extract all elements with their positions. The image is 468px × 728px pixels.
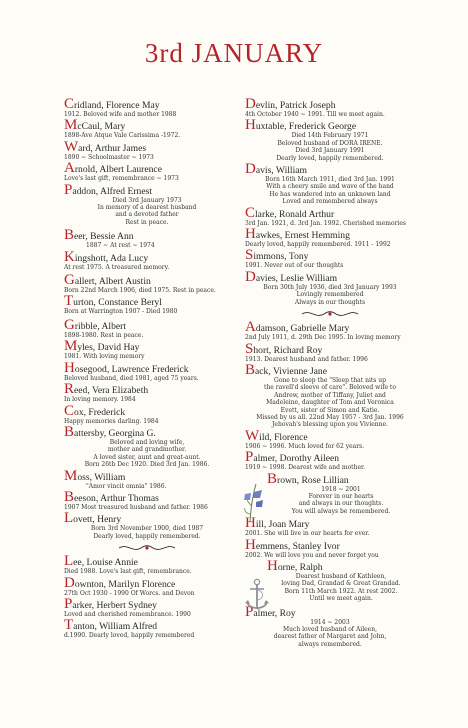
entry-name: Hemmens, Stanley Ivor (245, 536, 340, 553)
entry-inscription: 1887 ~ At rest ~ 1974 (86, 242, 155, 250)
entry-name: Turton, Constance Beryl (64, 293, 162, 310)
entry-name: Adamson, Gabrielle Mary (245, 319, 350, 336)
entry-name: Back, Vivienne Jane (245, 361, 327, 378)
memorial-entry (245, 204, 415, 227)
memorial-entry (245, 515, 415, 538)
bellflower-illustration (242, 478, 268, 522)
memorial-entry (64, 227, 230, 250)
entry-inscription: Gone to sleep the "Sleep that nits up (274, 376, 386, 384)
memorial-entry (245, 361, 415, 429)
entry-inscription: "Amor vincit omnia" 1986. (86, 482, 167, 490)
memorial-entry (64, 272, 230, 295)
entry-name: Davis, William (245, 161, 307, 178)
entry-inscription: 1912. Beloved wife and mother 1988 (64, 111, 177, 118)
memorial-entry (64, 138, 230, 161)
memorial-entry (64, 402, 230, 425)
page-title: 3rd JANUARY (144, 38, 324, 68)
entry-inscription: In loving memory. 1984 (64, 396, 136, 404)
entry-inscription: Missed by us all. 22nd May 1957 - 3rd Jan. 1996 (256, 413, 404, 421)
entry-inscription: the ravell'd sleeve of care". Beloved wife to (264, 384, 396, 392)
entry-name: Tanton, William Alfred (64, 617, 158, 634)
entry-inscription: Rest in peace. (125, 218, 169, 226)
entry-inscription: Born 22nd March 1906, died 1975. Rest in peace. (64, 287, 216, 295)
entry-name: Paddon, Alfred Ernest (64, 181, 153, 198)
entry-inscription: 1919 ~ 1998. Dearest wife and mother. (245, 464, 366, 472)
entry-inscription: Andrew, mother of Tiffany, Juliet and (274, 391, 386, 399)
memorial-entry (64, 96, 230, 118)
memorial-entry (64, 293, 230, 316)
memorial-entry (64, 248, 230, 271)
entry-name: McCaul, Mary (64, 117, 126, 134)
memorial-entry (245, 427, 415, 450)
entry-name: Cox, Frederick (64, 402, 126, 419)
entry-name: Myles, David Hay (64, 338, 140, 355)
memorial-entry (64, 467, 230, 490)
entry-name: Palmer, Dorothy Aileen (245, 449, 340, 466)
entry-inscription: Love's last gift, remembrance ~ 1973 (64, 175, 179, 183)
memorial-entry (64, 574, 230, 597)
entry-inscription: He has wandered into an unknown land (269, 190, 391, 198)
memorial-entry (64, 553, 230, 576)
entry-name: Lee, Louise Annie (64, 553, 138, 570)
memorial-entry (64, 338, 230, 361)
memorial-entry (64, 117, 230, 140)
entry-inscription: Jehovah's blessing upon you Vivienne. (272, 421, 388, 429)
memorial-entry (64, 510, 230, 540)
entry-inscription: always remembered. (298, 640, 362, 648)
entry-inscription: 1890 ~ Schoolmaster ~ 1973 (64, 153, 154, 161)
entry-inscription: and always in our thoughts. (298, 500, 384, 508)
memorial-entry (64, 181, 230, 227)
entry-name: Hosegood, Lawrence Frederick (64, 359, 189, 376)
entry-name: Huxtable, Frederick George (245, 117, 357, 134)
entry-inscription: dearest father of Margaret and John, (273, 633, 387, 641)
entry-inscription: Died 3rd January 1973 (112, 196, 182, 204)
entry-inscription: 4th October 1940 ~ 1991. Till we meet again. (245, 111, 385, 118)
entry-name: Beer, Bessie Ann (64, 227, 134, 244)
entry-inscription: 1906 ~ 1996. Much loved for 62 years. (245, 442, 365, 450)
memorial-entry (245, 247, 415, 270)
entry-inscription: Always in our thoughts (294, 298, 366, 306)
memorial-entry (245, 449, 415, 472)
entry-inscription: 1907 Most treasured husband and father. 1986 (64, 503, 208, 511)
entry-inscription: Beloved and loving wife, (109, 438, 185, 446)
memorial-entry (64, 160, 230, 183)
entry-inscription: Madeleine, daughter of Tom and Veronica (266, 399, 394, 407)
memorial-entry (245, 536, 415, 559)
entry-inscription: Born 26th Dec 1920. Died 3rd Jan. 1986. (84, 461, 210, 469)
left-column (64, 96, 230, 640)
memorial-entry (245, 96, 415, 118)
entry-name: Kingshott, Ada Lucy (64, 248, 149, 265)
entry-inscription: 1991. Never out of our thoughts (245, 262, 344, 270)
entry-inscription: Loved and cherished remembrance. 1990 (64, 610, 191, 618)
entry-inscription: 1918 ~ 2001 (321, 485, 361, 493)
entry-inscription: Beloved husband, died 1981, aged 75 years. (64, 374, 199, 382)
entry-name: Clarke, Ronald Arthur (245, 204, 335, 221)
entry-name: Wild, Florence (245, 427, 308, 444)
entry-inscription: 27th Oct 1930 - 1990 Of Worcs. and Devon (64, 589, 195, 597)
entry-inscription: Born 30th July 1936, died 3rd January 1993 (263, 283, 397, 291)
memorial-entry (64, 381, 230, 404)
entry-inscription: Lovingly remembered (296, 291, 364, 299)
entry-inscription: Dearly loved, happily remembered. (93, 532, 201, 540)
entry-name: Short, Richard Roy (245, 340, 323, 357)
entry-name: Lovett, Henry (64, 510, 122, 527)
entry-name: Moss, William (64, 467, 126, 484)
entry-inscription: 2nd July 1911, d. 29th Dec 1995. In loving memory (245, 334, 401, 342)
entry-inscription: 1913. Dearest husband and father. 1996 (245, 355, 368, 363)
entry-name: Cridland, Florence May (64, 96, 160, 112)
entry-inscription: Died 3rd January 1991 (295, 147, 365, 155)
entry-inscription: d.1990. Dearly loved, happily remembered (64, 632, 195, 640)
entry-inscription: Died 1988. Love's last gift, remembrance. (64, 568, 192, 576)
entry-name: Horne, Ralph (267, 558, 323, 574)
memorial-entry (64, 617, 230, 640)
entry-inscription: Beloved husband of DORA IRENE. (277, 139, 383, 147)
entry-name: Hawkes, Ernest Hemming (245, 226, 350, 243)
entry-inscription: Died 14th February 1971 (291, 132, 369, 140)
entry-inscription: In memory of a dearest husband (97, 204, 197, 212)
memorial-entry (64, 359, 230, 382)
entry-inscription: mother and grandmother. (107, 446, 187, 454)
anchor-illustration (244, 578, 270, 614)
entry-inscription: At rest 1975. A treasured memory. (64, 263, 170, 271)
entry-inscription: and a devoted father (115, 211, 179, 219)
entry-inscription: Forever in our hearts (308, 492, 374, 500)
entry-name: Brown, Rose Lillian (267, 470, 349, 487)
right-column (245, 96, 415, 648)
scroll-ornament (64, 543, 230, 553)
memorial-entry (245, 319, 415, 342)
entry-inscription: 1898-Ave Atque Vale Carissima -1972. (64, 132, 181, 140)
entry-name: Battersby, Georgina G. (64, 423, 156, 440)
memorial-entry (64, 423, 230, 469)
memorial-entry (245, 558, 415, 603)
entry-name: Devlin, Patrick Joseph (245, 96, 336, 112)
entry-inscription: 3rd Jan. 1921, d. 3rd Jan. 1992. Cherished memories (245, 219, 407, 227)
memorial-entry (64, 316, 230, 339)
entry-name: Davies, Leslie William (245, 268, 338, 285)
entry-inscription: Dearly loved, happily remembered. (276, 154, 384, 162)
entry-inscription: You will always be remembered. (291, 507, 391, 515)
entry-inscription: Loved and remembered always (282, 198, 378, 206)
entry-name: Simmons, Tony (245, 247, 309, 264)
memorial-entry (245, 226, 415, 249)
entry-name: Palmer, Roy (245, 603, 296, 620)
entry-name: Downton, Marilyn Florence (64, 574, 176, 591)
entry-inscription: Dearly loved, happily remembered. 1911 - 1992 (245, 241, 391, 249)
entry-inscription: Evett, sister of Simon and Katie. (280, 406, 380, 414)
scroll-ornament (245, 309, 415, 319)
memorial-entry (64, 595, 230, 618)
entry-inscription: With a cheery smile and wave of the hand (266, 183, 394, 191)
entry-inscription: Dearest husband of Kathleen, (295, 573, 387, 580)
entry-name: Gallert, Albert Austin (64, 272, 151, 289)
memorial-entry (245, 117, 415, 162)
memorial-entry (245, 268, 415, 306)
entry-inscription: Much loved husband of Aileen, (283, 626, 377, 634)
entry-name: Gribble, Albert (64, 316, 126, 333)
entry-inscription: 2001. She will live in our hearts for ever. (245, 530, 370, 538)
entry-name: Arnold, Albert Laurence (64, 160, 162, 177)
entry-inscription: 1898-1980. Rest in peace. (64, 331, 144, 339)
entry-inscription: Born 3rd November 1900, died 1987 (90, 525, 204, 533)
entry-inscription: Born at Warrington 1907 - Died 1980 (64, 308, 178, 316)
entry-inscription: loving Dad, Grandad & Great Grandad. (281, 580, 401, 588)
entry-inscription: Born 11th March 1922. At rest 2002. (284, 587, 398, 595)
entry-inscription: Happy memories darling. 1984 (64, 417, 159, 425)
entry-inscription: Born 16th March 1911, died 3rd Jan. 1991 (265, 176, 395, 184)
entry-inscription: 1914 ~ 2003 (310, 618, 350, 626)
entry-inscription: 1981. With loving memory (64, 353, 145, 361)
entry-name: Beeson, Arthur Thomas (64, 488, 159, 505)
entry-inscription: 2002. We will love you and never forget you (245, 551, 379, 559)
entry-name: Ward, Arthur James (64, 138, 147, 155)
entry-inscription: Until we meet again. (309, 595, 373, 603)
memorial-entry (64, 488, 230, 511)
entry-name: Hill, Joan Mary (245, 515, 310, 532)
entry-inscription: A loved sister, aunt and great-aunt. (93, 453, 201, 461)
memorial-entry (245, 470, 415, 516)
memorial-entry (245, 161, 415, 206)
memorial-entry (245, 340, 415, 363)
entry-name: Parker, Herbert Sydney (64, 595, 157, 612)
memorial-entry (245, 603, 415, 649)
entry-name: Reed, Vera Elizabeth (64, 381, 149, 398)
